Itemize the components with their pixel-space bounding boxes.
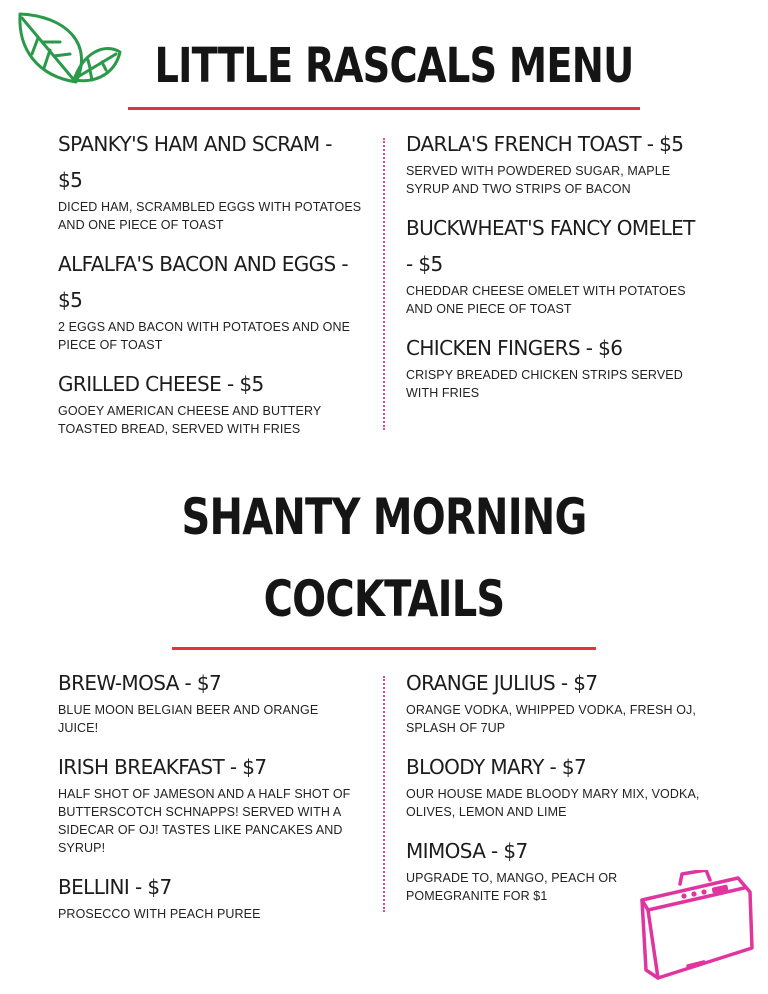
item-name: MIMOSA - $7 <box>406 839 528 863</box>
item-name: IRISH BREAKFAST - $7 <box>58 755 267 779</box>
toaster-icon <box>628 870 756 984</box>
title-underline <box>172 647 596 650</box>
item-name: ALFALFA'S BACON AND EGGS - $5 <box>58 252 348 312</box>
item-description: UPGRADE TO, MANGO, PEACH OR POMEGRANITE FOR $1 <box>406 871 618 903</box>
item-description: GOOEY AMERICAN CHEESE AND BUTTERY TOASTED BREAD, SERVED WITH FRIES <box>58 404 322 436</box>
menu-title: LITTLE RASCALS MENU <box>154 38 634 94</box>
menu-right-column <box>406 126 706 414</box>
item-description: OUR HOUSE MADE BLOODY MARY MIX, VODKA, OLIVES, LEMON AND LIME <box>406 787 700 819</box>
item-name: CHICKEN FINGERS - $6 <box>406 336 623 360</box>
item-description: 2 EGGS AND BACON WITH POTATOES AND ONE PIECE OF TOAST <box>58 320 351 352</box>
item-name: DARLA'S FRENCH TOAST - $5 <box>406 132 684 156</box>
menu-item <box>58 665 358 737</box>
item-name: BLOODY MARY - $7 <box>406 755 587 779</box>
menu-item <box>406 330 706 402</box>
item-description: CRISPY BREADED CHICKEN STRIPS SERVED WITH FRIES <box>406 368 683 400</box>
menu-item <box>406 665 706 737</box>
item-name: GRILLED CHEESE - $5 <box>58 372 264 396</box>
item-name: BUCKWHEAT'S FANCY OMELET - $5 <box>406 216 695 276</box>
title-underline <box>128 107 640 110</box>
menu-item <box>406 210 706 318</box>
menu-left-column <box>58 126 368 450</box>
item-name: ORANGE JULIUS - $7 <box>406 671 598 695</box>
menu-item <box>58 366 368 438</box>
cocktails-left-column <box>58 665 358 935</box>
column-divider <box>383 138 385 430</box>
menu-item <box>406 126 706 198</box>
menu-item <box>406 749 706 821</box>
column-divider <box>383 676 385 912</box>
cocktails-title-line1: SHANTY MORNING <box>181 488 587 546</box>
menu-item <box>58 749 358 857</box>
item-name: BREW-MOSA - $7 <box>58 671 222 695</box>
item-description: ORANGE VODKA, WHIPPED VODKA, FRESH OJ, SPLASH OF 7UP <box>406 703 696 735</box>
menu-item <box>58 869 358 923</box>
item-description: CHEDDAR CHEESE OMELET WITH POTATOES AND ONE PIECE OF TOAST <box>406 284 686 316</box>
menu-item <box>58 246 368 354</box>
item-description: SERVED WITH POWDERED SUGAR, MAPLE SYRUP AND TWO STRIPS OF BACON <box>406 164 671 196</box>
menu-item <box>58 126 368 234</box>
item-description: PROSECCO WITH PEACH PUREE <box>58 907 261 921</box>
item-description: DICED HAM, SCRAMBLED EGGS WITH POTATOES AND ONE PIECE OF TOAST <box>58 200 362 232</box>
item-name: BELLINI - $7 <box>58 875 172 899</box>
item-description: HALF SHOT OF JAMESON AND A HALF SHOT OF BUTTERSCOTCH SCHNAPPS! SERVED WITH A SIDECAR OF OJ! TASTES LIKE PANCAKES AND SYRUP! <box>58 787 351 855</box>
cocktails-title-line2: COCKTAILS <box>263 570 505 628</box>
item-description: BLUE MOON BELGIAN BEER AND ORANGE JUICE! <box>58 703 319 735</box>
item-name: SPANKY'S HAM AND SCRAM - $5 <box>58 132 332 192</box>
